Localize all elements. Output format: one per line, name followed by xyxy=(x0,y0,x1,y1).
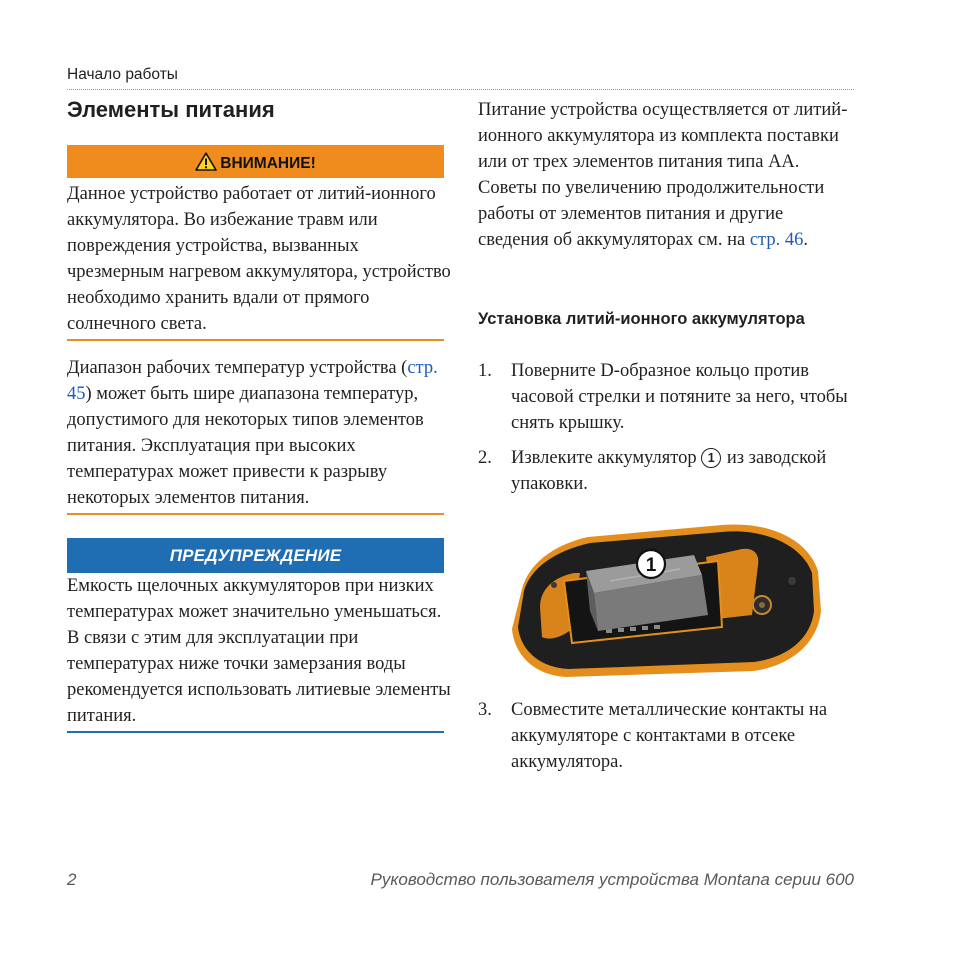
warning-banner xyxy=(67,145,444,178)
caution-banner xyxy=(67,538,444,573)
warning-text: Данное устройство работает от литий-ионного аккумулятора. Во избежание травм или повреждения устройства, вызванных чрезмерным нагревом аккумулятора, устройство необходимо хранить вдали от прямого солнечного света. xyxy=(67,184,451,334)
power-intro-paragraph xyxy=(478,97,858,253)
temperature-text-start: Диапазон рабочих температур устройства ( xyxy=(67,358,408,378)
running-head: Начало работы xyxy=(67,66,178,83)
page-number: 2 xyxy=(67,870,77,889)
callout-marker: 1 xyxy=(701,448,721,468)
step-number: 3. xyxy=(478,700,492,720)
power-intro-end: . xyxy=(803,230,808,250)
power-intro-text: Питание устройства осуществляется от литий-ионного аккумулятора из комплекта поставки или от трех элементов питания типа AA. Советы по увеличению продолжительности работы от элементов питания и другие сведения об аккумуляторах см. на xyxy=(478,100,848,250)
step-text-start: Извлеките аккумулятор xyxy=(511,448,702,468)
caution-text: Емкость щелочных аккумуляторов при низких температурах может значительно уменьшаться. В связи с этим для эксплуатации при температурах ниже точки замерзания воды рекомендуется использовать литиевые элементы питания. xyxy=(67,576,451,726)
section-title: Элементы питания xyxy=(67,97,275,122)
header-divider xyxy=(67,89,854,90)
page-45-link[interactable]: стр. 45 xyxy=(67,358,438,404)
warning-bottom-rule xyxy=(67,339,444,341)
caution-bottom-rule xyxy=(67,731,444,733)
temperature-paragraph xyxy=(67,355,452,511)
battery-compartment-illustration xyxy=(510,519,822,677)
install-subheading: Установка литий-ионного аккумулятора xyxy=(478,310,805,328)
step-number: 1. xyxy=(478,361,492,381)
step-number: 2. xyxy=(478,448,492,468)
warning-triangle-icon xyxy=(195,152,217,171)
step-text-end: из заводской упаковки. xyxy=(511,448,827,494)
temperature-text-end: ) может быть шире диапазона температур, допустимого для некоторых типов элементов питания. Эксплуатация при высоких температурах может привести к разрыву некоторых элементов питания. xyxy=(67,384,424,508)
step-text: Совместите металлические контакты на аккумуляторе с контактами в отсеке аккумулятора. xyxy=(511,700,828,772)
figure-callout-number: 1 xyxy=(645,555,657,576)
manual-title: Руководство пользователя устройства Montana серии 600 xyxy=(370,870,854,889)
warning-label: ВНИМАНИЕ! xyxy=(220,155,316,172)
page-46-link[interactable]: стр. 46 xyxy=(749,230,804,250)
caution-label: ПРЕДУПРЕЖДЕНИЕ xyxy=(169,546,342,565)
warning-heading xyxy=(67,152,444,173)
temperature-bottom-rule xyxy=(67,513,444,515)
step-text xyxy=(511,445,856,497)
step-text: Поверните D-образное кольцо против часовой стрелки и потяните за него, чтобы снять крышку. xyxy=(511,361,848,433)
